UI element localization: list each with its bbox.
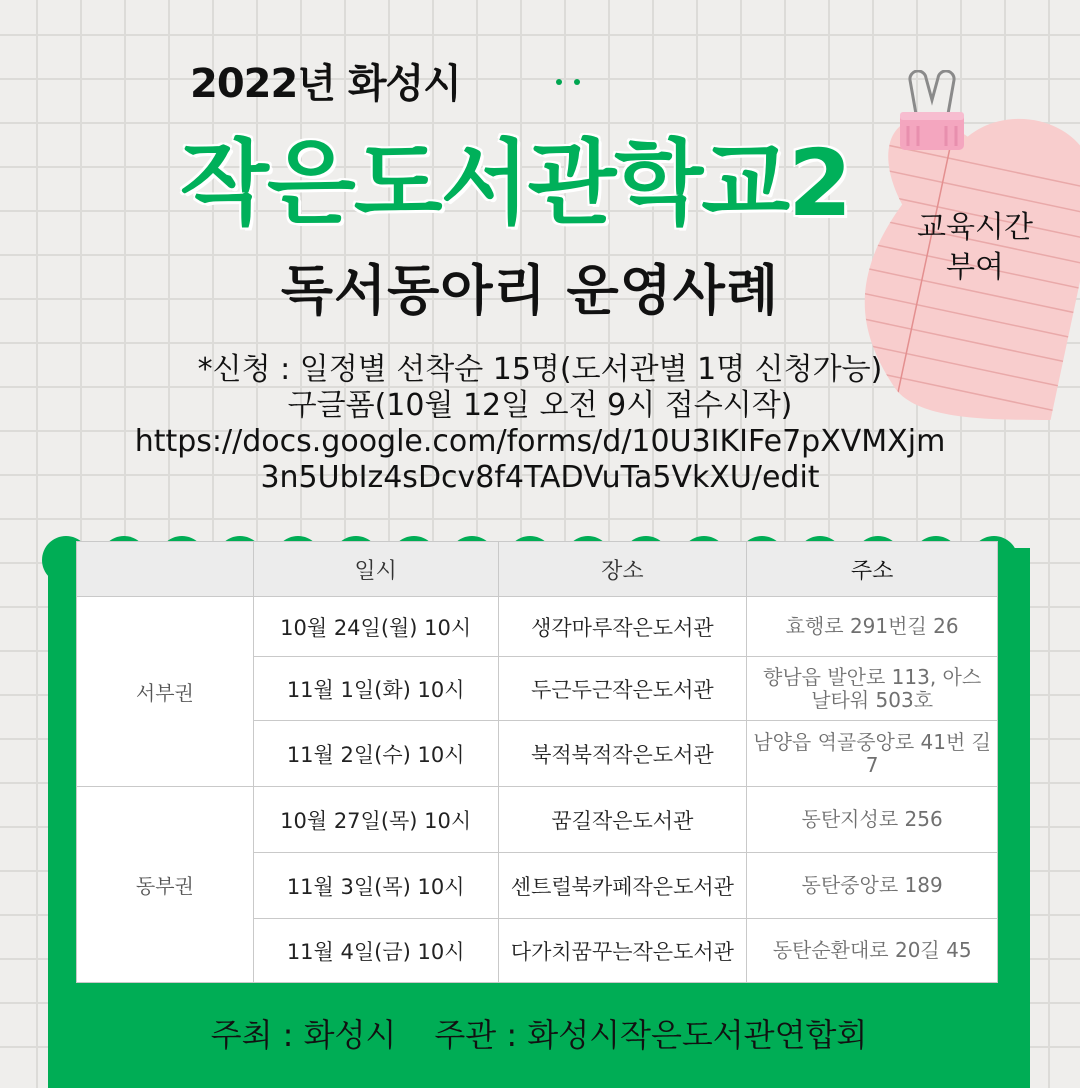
address-cell: 효행로 291번길 26 (747, 597, 998, 657)
datetime-cell: 11월 1일(화) 10시 (253, 657, 498, 721)
datetime-cell: 11월 2일(수) 10시 (253, 721, 498, 787)
badge-line-1: 교육시간 (917, 210, 1033, 245)
header-datetime: 일시 (253, 542, 498, 597)
table-row (77, 787, 998, 853)
header-region (77, 542, 254, 597)
header-address: 주소 (747, 542, 998, 597)
organizer-label: 주관 : 화성시작은도서관연합회 (434, 1016, 868, 1054)
binder-clip-icon (896, 70, 968, 154)
info-line-2: 구글폼(10월 12일 오전 9시 접수시작) (287, 388, 793, 423)
form-url-line-1[interactable]: https://docs.google.com/forms/d/10U3IKIFe7pXVMXjm (134, 424, 946, 459)
footer-credits (48, 1010, 1030, 1056)
address-cell: 남양읍 역골중앙로 41번 길 7 (747, 721, 998, 787)
place-cell: 북적북적작은도서관 (498, 721, 747, 787)
sub-title: 독서동아리 운영사례 (280, 259, 780, 322)
address-cell: 동탄중앙로 189 (747, 853, 998, 919)
address-cell: 동탄순환대로 20길 45 (747, 919, 998, 983)
datetime-cell: 10월 27일(목) 10시 (253, 787, 498, 853)
info-line-1: *신청 : 일정별 선착순 15명(도서관별 1명 신청가능) (197, 352, 883, 387)
datetime-cell: 11월 3일(목) 10시 (253, 853, 498, 919)
datetime-cell: 10월 24일(월) 10시 (253, 597, 498, 657)
decorative-dots (556, 70, 592, 89)
place-cell: 꿈길작은도서관 (498, 787, 747, 853)
schedule-table (76, 541, 998, 983)
datetime-cell: 11월 4일(금) 10시 (253, 919, 498, 983)
host-label: 주최 : 화성시 (210, 1016, 397, 1054)
region-cell: 동부권 (77, 787, 254, 983)
main-title: 작은도서관학교2 (180, 130, 851, 237)
region-cell: 서부권 (77, 597, 254, 787)
place-cell: 생각마루작은도서관 (498, 597, 747, 657)
table-row (77, 597, 998, 657)
address-cell: 동탄지성로 256 (747, 787, 998, 853)
address-cell: 향남읍 발안로 113, 아스 날타워 503호 (747, 657, 998, 721)
form-url-line-2[interactable]: 3n5UbIz4sDcv8f4TADVuTa5VkXU/edit (260, 460, 820, 495)
heart-badge-text (900, 208, 1050, 288)
table-header-row (77, 542, 998, 597)
place-cell: 센트럴북카페작은도서관 (498, 853, 747, 919)
application-info (0, 352, 1080, 496)
place-cell: 다가치꿈꾸는작은도서관 (498, 919, 747, 983)
year-title: 2022년 화성시 (190, 61, 461, 107)
badge-line-2: 부여 (946, 250, 1004, 285)
header-place: 장소 (498, 542, 747, 597)
place-cell: 두근두근작은도서관 (498, 657, 747, 721)
